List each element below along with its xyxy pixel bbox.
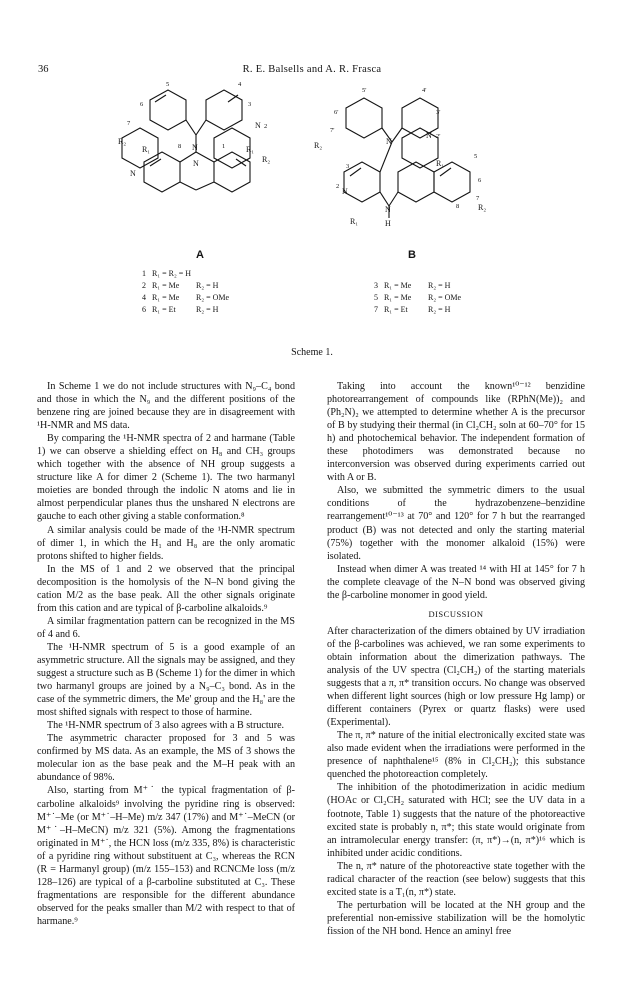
right-paragraph-1: Taking into account the known¹⁰⁻¹² benzidine photorearrangement of compounds like (RPhN(Me))₂ and (Ph₂N)₂ we attempted to determine whether A is the precursor of B by studying their thermal (in Cl₂CH₂ soln at 60–70° for 15 h) and photochemical behavior. The independent formation of these photodimers was demonstrated because no interconversion was observed during experiments carried out with A or B.: [327, 381, 585, 484]
svg-text:2: 2: [336, 183, 340, 190]
discussion-heading: DISCUSSION: [428, 608, 484, 619]
svg-text:7: 7: [476, 195, 480, 202]
atom-label-n: N: [193, 159, 199, 168]
left-paragraph-4: In the MS of 1 and 2 we observed that the principal decomposition is the homolysis of the N–N bond giving the cation M/2 as the base peak. All the other signals originate from this cation and are typical of β-carboline alkaloids.⁹: [37, 563, 295, 614]
svg-text:4: 4: [238, 81, 242, 88]
compound-b-7-num: 7: [374, 305, 378, 314]
svg-text:6: 6: [140, 101, 144, 108]
atom-label-n: N: [426, 131, 432, 140]
substituent-r2-label: R₂: [118, 137, 127, 146]
left-paragraph-6: The ¹H-NMR spectrum of 5 is a good example of an asymmetric structure. All the signals may be assigned, and they suggest a structure such as B (Scheme 1) for the dimer in which two harmanyl groups are joined by a N₉–C₃ bond. As in the case of the symmetric dimers, the Me' group and the H₈' are the most shifted signals with respect to those of harmine.: [37, 641, 295, 719]
left-paragraph-7: The ¹H-NMR spectrum of 3 also agrees with a B structure.: [47, 720, 285, 732]
compound-a-6-r1: R₁ = Et: [152, 305, 176, 314]
atom-label-n: N: [385, 205, 391, 214]
left-paragraph-9: Also, starting from M⁺˙ the typical fragmentation of β-carboline alkaloids⁹ involving the pyridine ring is observed: M⁺˙–Me (or M⁺˙–H–Me) m/z 347 (17%) and M⁺˙–MeCN (or M⁺˙–H–MeCN) m/z 321 (5%). Among the fragmentations originated in M⁺˙, the HCN loss (m/z 335, 8%) is characteristic of a pyridine ring without substituent at C₃, whereas the RCN (R = Harmanyl group) (m/z 155–153) and RCNCMe loss (m/z 128–126) are typical of a β-carboline substituted at C₃. These fragmentations are responsible for the different abundance observed for the peaks smaller than M/2 with respect to that of harmane.⁹: [37, 785, 295, 927]
compound-b-7-r1: R₁ = Et: [384, 305, 408, 314]
page-number: 36: [38, 64, 49, 75]
discussion-paragraph-2: The π, π* nature of the initial electronically excited state was also made evident when the irradiations were performed in the presence of naphthalene¹⁵ (8% in Cl₂CH₂); this substance quenched the photoreaction completely.: [327, 730, 585, 781]
svg-text:2': 2': [436, 133, 441, 140]
svg-text:1: 1: [222, 143, 226, 150]
substituent-r1-label: R₁: [246, 145, 255, 154]
compound-list-b: [374, 281, 462, 314]
discussion-paragraph-5: The perturbation will be located at the NH group and the preferential non-emissive stabilization will be the homolytic fission of the NH bond. Hence an aminyl free: [327, 899, 585, 937]
left-column: [37, 380, 295, 928]
compound-b-5-r1: R₁ = Me: [384, 293, 412, 302]
atom-label-n: N: [342, 187, 348, 196]
discussion-paragraph-4: The n, π* nature of the photoreactive state together with the radical character of the reaction (see below) suggests that this excited state is a T₁(n, π*) state.: [327, 860, 585, 898]
left-paragraph-8: The asymmetric character proposed for 3 and 5 was confirmed by MS data. As an example, the MS of 3 shows the molecular ion as the base peak and the M–H peak with an abundance of 98%.: [37, 733, 295, 784]
substituent-r1-label: R₁: [350, 217, 359, 226]
compound-a-1-r1: R₁ = R₂ = H: [152, 269, 192, 278]
atom-label-n: N: [130, 169, 136, 178]
svg-text:2: 2: [264, 123, 268, 130]
compound-a-6-r2: R₂ = H: [196, 305, 219, 314]
atom-label-h: H: [385, 219, 391, 228]
compound-b-5-r2: R₂ = OMe: [428, 293, 462, 302]
discussion-paragraph-1: After characterization of the dimers obtained by UV irradiation of the β-carbolines was achieved, we ran some experiments to obtain information about the dimerization pathways. The analysis of the UV spectra (Cl₂CH₂) of the starting materials suggests that a π, π* transition occurs. No change was observed when different light sources (high or low pressure Hg lamp) or different containers (Pyrex or quartz flasks) were used (Experimental).: [327, 625, 585, 729]
right-paragraph-3: Instead when dimer A was treated ¹⁴ with HI at 145° for 7 h the complete cleavage of the N–N bond was observed giving the β-carboline monomer in good yield.: [327, 563, 585, 601]
compound-a-4-r1: R₁ = Me: [152, 293, 180, 302]
left-paragraph-1: In Scheme 1 we do not include structures with N₉–C₄ bond and those in which the N₉ and the different positions of the benzene ring are joined because they are in disagreement with ¹H-NMR and MS data.: [37, 381, 295, 432]
compound-b-7-r2: R₂ = H: [428, 305, 451, 314]
svg-text:4': 4': [422, 87, 427, 94]
svg-text:8: 8: [456, 203, 460, 210]
atom-label-n: N: [386, 137, 392, 146]
svg-text:6': 6': [334, 109, 339, 116]
svg-text:6: 6: [478, 177, 482, 184]
svg-text:5: 5: [166, 81, 170, 88]
right-column: [327, 380, 585, 938]
compound-a-1-num: 1: [142, 269, 146, 278]
svg-text:5': 5': [362, 87, 367, 94]
compound-b-3-r2: R₂ = H: [428, 281, 451, 290]
svg-text:7': 7': [330, 127, 335, 134]
svg-text:3: 3: [248, 101, 252, 108]
structure-b-drawing: [344, 98, 470, 218]
left-paragraph-2: By comparing the ¹H-NMR spectra of 2 and harmane (Table 1) we can observe a shielding effect on H₈ and CH₃ groups which together with the absence of NH group suggests a structure like A for dimer 2 (Scheme 1). The two harmanyl moieties are bonded through the indolic N atoms and lie in almost perpendicular planes thus the unshared N electrons are gauche to each other giving a stable conformation.⁸: [37, 433, 295, 523]
compound-a-2-r1: R₁ = Me: [152, 281, 180, 290]
substituent-r1-label: R₁: [436, 159, 445, 168]
atom-label-n: N: [255, 121, 261, 130]
compound-b-5-num: 5: [374, 293, 378, 302]
svg-text:5: 5: [474, 153, 478, 160]
atom-label-n: N: [192, 143, 198, 152]
structure-b-label: B: [408, 249, 416, 261]
svg-text:7: 7: [127, 120, 131, 127]
compound-a-2-r2: R₂ = H: [196, 281, 219, 290]
svg-text:3: 3: [346, 163, 350, 170]
structure-a-label: A: [196, 249, 204, 261]
compound-a-6-num: 6: [142, 305, 146, 314]
scheme-caption: Scheme 1.: [291, 347, 333, 358]
discussion-paragraph-3: The inhibition of the photodimerization in acidic medium (HOAc or Cl₂CH₂ saturated with HCl; see the UV data in a footnote, Table 1) suggests that the nature of the photoreactive excited state is probably n, π*; this state would originate from an intramolecular energy transfer: (π, π*)→(n, π*)¹⁶ which is inhibited under acidic conditions.: [327, 782, 585, 859]
compound-a-2-num: 2: [142, 281, 146, 290]
compound-b-3-num: 3: [374, 281, 378, 290]
substituent-r2-label: R₂: [478, 203, 487, 212]
substituent-r2-label: R₂: [314, 141, 323, 150]
svg-text:3': 3': [436, 109, 441, 116]
compound-a-4-r2: R₂ = OMe: [196, 293, 230, 302]
scheme-1-figure: [0, 80, 624, 345]
svg-text:8: 8: [178, 143, 182, 150]
running-head: R. E. Balsells and A. R. Frasca: [242, 64, 382, 75]
substituent-r2-label: R₂: [262, 155, 271, 164]
compound-list-a: [142, 269, 230, 314]
left-paragraph-5: A similar fragmentation pattern can be recognized in the MS of 4 and 6.: [37, 615, 295, 640]
right-paragraph-2: Also, we submitted the symmetric dimers to the usual conditions of the hydrazobenzene–benzidine rearrangement¹⁰⁻¹³ at 70° and 120° for 7 h but the rearranged product (B) was not detected and only the starting material (75%) together with the monomer alkaloid (15%) were isolated.: [327, 485, 585, 562]
compound-a-4-num: 4: [142, 293, 146, 302]
compound-b-3-r1: R₁ = Me: [384, 281, 412, 290]
substituent-r1-label: R₁: [142, 145, 151, 154]
left-paragraph-3: A similar analysis could be made of the ¹H-NMR spectrum of dimer 1, in which the H₁ and H₈ are the only aromatic protons shifted to higher fields.: [37, 524, 295, 562]
